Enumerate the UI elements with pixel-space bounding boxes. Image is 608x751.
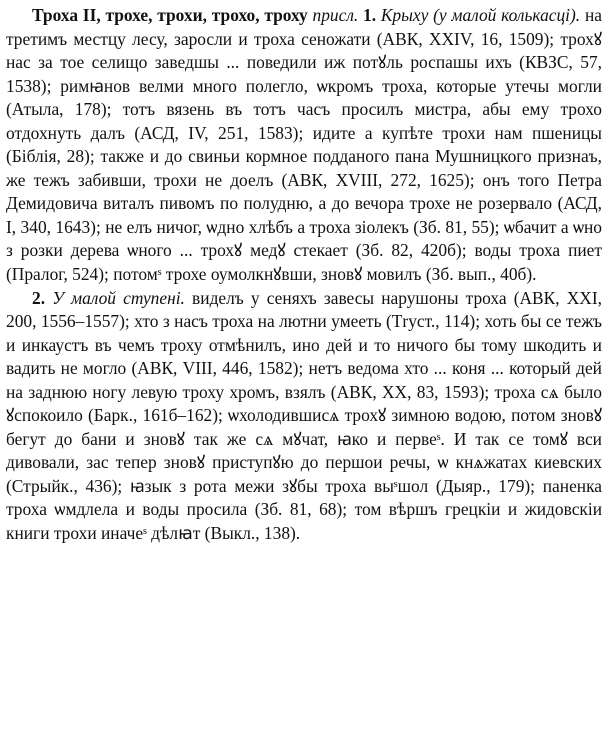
sense-1-paragraph bbox=[6, 4, 602, 287]
sense-1-citations: на третимъ местцу лесу, заросли и троха сеножати (АВК, XXIV, 16, 1509); трохꙋ нас за тое селищо заведшы ... поведили иж потꙋль роспашы ихъ (КВЗС, 57, 1538); римꙗнов велми много полегло, ѡкромъ троха, которые утечы могли (Атыла, 178); тотъ вязень въ тотъ часъ просилъ мистра, абы ему трохо отдохнуть далъ (АСД, IV, 251, 1583); идите а купѣте трохи нам пшеницы (Біблія, 28); также и до свиньи кормное подданого пана Мушницкого признаъ, же тежъ забивши, трохи не доелъ (АВК, XVIII, 272, 1625); онъ того Петра Демидовича виталъ пивомъ по полудню, а до вечора трохе не розервало (АСД, I, 340, 1643); не елъ ничог, ѡдно хлѣбъ а троха зiолекъ (Зб. 81, 55); ѡбачит а ѡно з розки дерева ѡного ... трохꙋ медꙋ стекает (Зб. 82, 420б); воды троха пиет (Пралог, 524); потомˢ трохе оумолкнꙋвши, зновꙋ мовилъ (Зб. вып., 40б). bbox=[6, 5, 602, 285]
sense-1-definition: Крыху (у малой колькасці). bbox=[380, 5, 581, 25]
dictionary-entry bbox=[6, 4, 602, 546]
sense-2-paragraph bbox=[6, 287, 602, 546]
sense-2-citations: виделъ у сеняхъ завесы нарушоны троха (АВК, XXI, 200, 1556–1557); хто з насъ троха на лютни умееть (Тryст., 114); хоть бы се тежъ и инкаустъ въ чемъ троху отмѣнилъ, ино дей и то ничого бы тому шкодить и вадить не могло (АВК, VIII, 446, 1582); нетъ ведома хто ... коня ... который дей на заднюю ногу левую троху хромъ, взялъ (АВК, XX, 83, 1593); троха сѧ было ꙋспокоило (Барк., 161б–162); ѡхолодившисѧ трохꙋ зимною водою, потом зновꙋ бегут до бани и зновꙋ так же сѧ мꙋчат, ꙗко и первеˢ. И так се томꙋ вси дивовали, зас тепер зновꙋ приступꙋю до першои речы, ѡ кнѧжатах киевских (Стрыйк., 436); ꙗзык з рота межи зꙋбы троха выˢшол (Дыяр., 179); паненка троха ѡмдлела и воды просила (Зб. 81, 68); том вѣршъ грецкiи и жидовскiи книги трохи иначеˢ дѣлꙗт (Выкл., 138). bbox=[6, 287, 602, 544]
sense-1-number: 1. bbox=[363, 5, 377, 25]
sense-2-definition: У малой ступені. bbox=[52, 287, 185, 308]
sense-2-number: 2. bbox=[32, 287, 46, 308]
headword: Троха II, трохе, трохи, трохо, троху bbox=[32, 5, 308, 25]
part-of-speech: присл. bbox=[312, 5, 359, 25]
